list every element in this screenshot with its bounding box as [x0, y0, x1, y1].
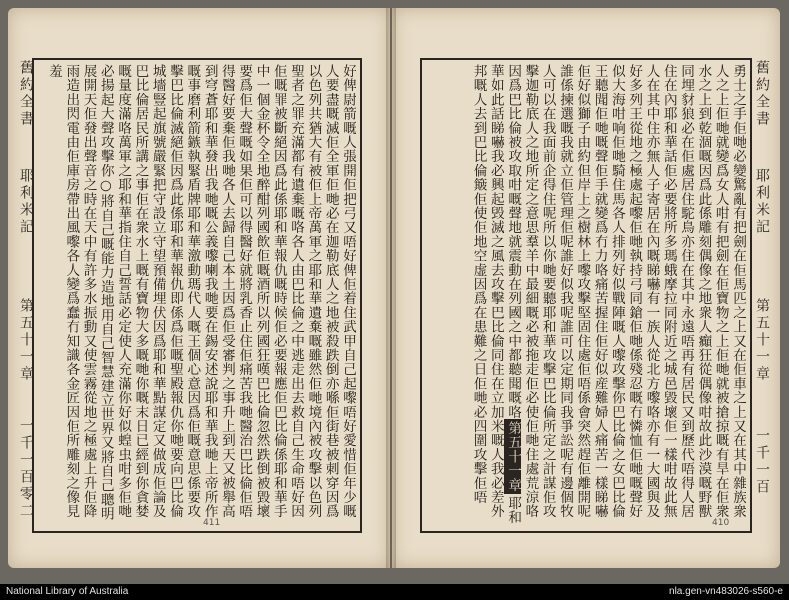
right-page [392, 8, 780, 568]
right-body-after: 耶和華如此話睇嚇我必興起毁滅之風去攻擊巴比倫同住在立加米嘅人我必差外邦嘅人去到巴比倫簸佢使佢地空虚因爲在患難之日佢哋必四圍攻擊佢唔 [470, 64, 522, 525]
right-text-frame [420, 58, 752, 533]
right-header-title: 耶利米記 [754, 168, 770, 236]
right-body-text [426, 64, 746, 527]
footer-bar [0, 584, 789, 600]
right-body-paragraph [469, 64, 746, 527]
right-header-book: 舊約全書 [754, 60, 770, 128]
left-header-title: 耶利米記 [18, 168, 34, 236]
footer-right-text: nla.gen-vn483026-s560-e [669, 586, 783, 597]
chapter-marker: 第五十一章 [505, 421, 522, 492]
right-header-page: 一千一百 [754, 428, 770, 496]
left-page [8, 8, 390, 568]
left-header-book: 舊約全書 [18, 60, 34, 128]
footer-left-text: National Library of Australia [6, 586, 129, 597]
right-header-chapter: 第五十一章 [754, 298, 770, 383]
left-body-text [38, 64, 356, 527]
right-page-number: 410 [712, 518, 730, 528]
left-page-number: 411 [203, 518, 221, 528]
left-text-frame [32, 58, 362, 533]
left-header-chapter: 第五十一章 [18, 298, 34, 383]
left-body-paragraph: 好俾尉箭嘅人張開佢把弓又唔好俾佢着住武甲自己起嚟唔好愛惜佢年少嘅人要盡嘅滅佢全軍佢哋必在迦勒底人之地被殺跌倒亦喺佢街巷被刺穿因爲以色列共猶大有被佢上帝萬軍之耶和華遺棄嘅雖然佢哋境內被攻擊以色列聖者之罪充滿都有遺棄嘅咯各人由巴比倫之中逃走出去救自己生命唔好因佢嘅罪被斷絕因爲此係耶和華報仇嘅時候佢必要報應佢巴比倫係耶和華手中一個金杯令全地醉酣列國飲佢嘅酒所以列國狂嘆巴比倫忽然跌倒被毀壞要爲佢大聲嘅如果佢可以得醫好就將乳香止住佢痛苦我哋醫治巴比倫佢唔得醫好要棄佢我哋各人去歸自己本土因爲佢受審判之事升上到天又被舉高到穹蒼耶和華發出我哋嘅公義嚟喇我哋要在錫安述說耶和華我哋上帝所作嘅事磨利箭鏃執緊盾牌耶和華激動瑪代人嘅王個心意因爲佢嘅意思係要攻擊巴比倫滅絕佢因爲此係耶和華報仇即係爲佢嘅聖殿報仇你哋要向巴比倫城墻豎起旗號嚴緊把守設立守望預備埋伏因爲耶和華點謀定又做成佢論及巴比倫居民所講之事佢在衆水上嘅有寶物大多嘅哋你嘅末日已經到你貪婪嘅量度滿咯萬軍之耶和華指住自己誓話必定使人充滿你好似蝗虫咁多佢哋必揚起大聲攻擊你○將自己嘅能力造地用自己智慧建立世界又將自己聰明展開天佢發出聲音之時在天中有許多水振動又使雲霧從地之極處上升佢降雨造出閃電由佢庫房帶出風嚟各人變爲蠢冇知識各金匠因佢所雕刻之像見羞 [45, 64, 356, 521]
left-header-page: 一千一百零二 [18, 418, 34, 520]
book-gutter [386, 8, 396, 568]
right-body-before: 勇士之手佢哋必變驚亂有把劍在佢馬匹之上又在佢車之上又在其中雜族衆人之上佢哋就變爲女人咁有把劍在佢寶物之上佢哋就被搶掠嘅有旱在佢衆水之上到乾涸嘅因爲此係雕刻偶像之地衆人癲狂從偶像咁故此沙漠嘅野獸同埋豺狼必在佢處居住駝鳥亦住在其中永遠唔再有居民又到歷代唔得人居住在內耶和華話佢必要將所多瑪蛾摩拉同附近之城邑毀壞佢一樣咁故此無人在其中住亦無人子寄居在內嘅睇嚇有一族人從北方嚟咯亦有一大國與及好多列王從地之極處起嚟佢哋執持弓同鎗佢哋係殘忍嘅冇憐恤佢哋嘅聲好似大海咁响佢哋騎住馬各人排列好似戰陣嘅人嚟攻擊你巴比倫之女巴比倫王聽聞佢哋嘅聲佢手就變爲冇力咯痛苦握住佢好似産難婦人痛苦一樣睇嚇佢好似獅子由約但岸上之樹林上嚟攻擊堅固住處佢唔係會突然趕佢離開呢誰係揀選嘅我就立佢管理佢呢誰好似我呢誰可以定期同我爭訟呢有邊個牧人可以在我面前企得住呢所以你哋要聽耶和華攻擊巴比倫所定之計謀佢攻擊迦勒底人之地所定之意思羣羊中最細嘅必被拖走佢必使佢哋住處荒涼咯因爲巴比倫被攻取咁嘅聲地就震動在列國之中都聽聞嘅咯 [505, 64, 746, 519]
